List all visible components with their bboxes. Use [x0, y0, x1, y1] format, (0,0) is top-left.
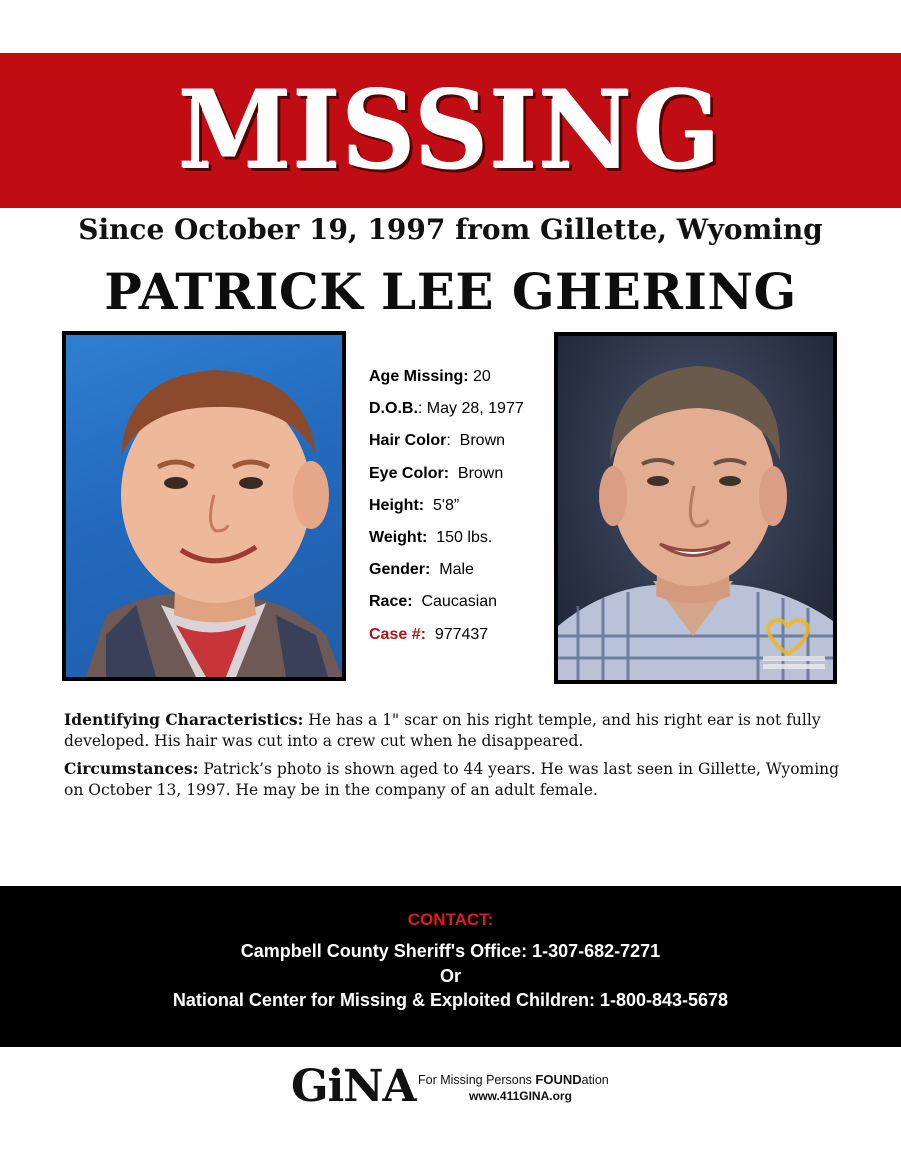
gina-logo: GiNA	[291, 1061, 416, 1112]
gina-url[interactable]: www.411GINA.org	[469, 1089, 572, 1103]
identifying-characteristics	[64, 709, 844, 752]
circumstances	[64, 758, 844, 801]
facts-list	[369, 364, 549, 654]
contact-sheriff: Campbell County Sheriff's Office: 1-307-682-7271	[240, 941, 661, 961]
fact-value: : Brown	[446, 432, 506, 450]
tagline-prefix: For Missing Persons	[418, 1073, 536, 1087]
fact-label: Race:	[369, 593, 413, 611]
fact-value: Caucasian	[412, 593, 498, 611]
missing-banner	[0, 53, 901, 208]
fact-row	[369, 525, 549, 557]
fact-row	[369, 461, 549, 493]
fact-label: Case #:	[369, 625, 426, 643]
contact-title: CONTACT:	[407, 910, 494, 929]
fact-value: 5'8”	[424, 496, 460, 514]
identifying-text: He has a 1" scar on his right temple, and his right ear is not fully developed. His hair was cut into a crew cut when he disappeared.	[64, 711, 821, 750]
fact-row	[369, 493, 549, 525]
tagline-suffix: ation	[581, 1073, 609, 1087]
circumstances-label: Circumstances:	[64, 759, 199, 778]
gina-tagline	[418, 1072, 609, 1087]
fact-value: 150 lbs.	[427, 528, 493, 546]
identifying-label: Identifying Characteristics:	[64, 710, 304, 729]
fact-value: Brown	[449, 464, 504, 482]
missing-since-line: Since October 19, 1997 from Gillette, Wyoming	[78, 213, 823, 246]
fact-label: Weight:	[369, 528, 428, 546]
fact-label: Gender:	[369, 561, 431, 579]
fact-row	[369, 589, 549, 621]
banner-title: MISSING	[178, 67, 723, 194]
fact-row	[369, 364, 549, 396]
age-progressed-photo	[554, 332, 837, 684]
footer-logo-block	[291, 1061, 651, 1114]
fact-label: Hair Color	[369, 432, 447, 450]
fact-value: Male	[430, 561, 474, 579]
tagline-strong: FOUND	[535, 1072, 582, 1087]
person-name: PATRICK LEE GHERING	[104, 262, 797, 321]
fact-value: 977437	[425, 625, 489, 643]
contact-or: Or	[439, 966, 461, 986]
fact-row	[369, 622, 549, 654]
fact-row	[369, 396, 549, 428]
fact-label: Height:	[369, 496, 425, 514]
contact-panel	[0, 886, 901, 1047]
description	[64, 709, 844, 807]
circumstances-text: Patrick’s photo is shown aged to 44 years. He was last seen in Gillette, Wyoming on October 13, 1997. He may be in the company of an adult female.	[64, 760, 840, 799]
fact-label: D.O.B.	[369, 400, 418, 418]
fact-value: 20	[468, 368, 491, 385]
contact-ncmec: National Center for Missing & Exploited Children: 1-800-843-5678	[172, 990, 729, 1010]
original-photo	[62, 331, 346, 681]
fact-label: Eye Color:	[369, 464, 450, 482]
fact-value: : May 28, 1977	[417, 400, 524, 418]
fact-row	[369, 557, 549, 589]
fact-label: Age Missing:	[369, 368, 469, 385]
fact-row	[369, 428, 549, 460]
